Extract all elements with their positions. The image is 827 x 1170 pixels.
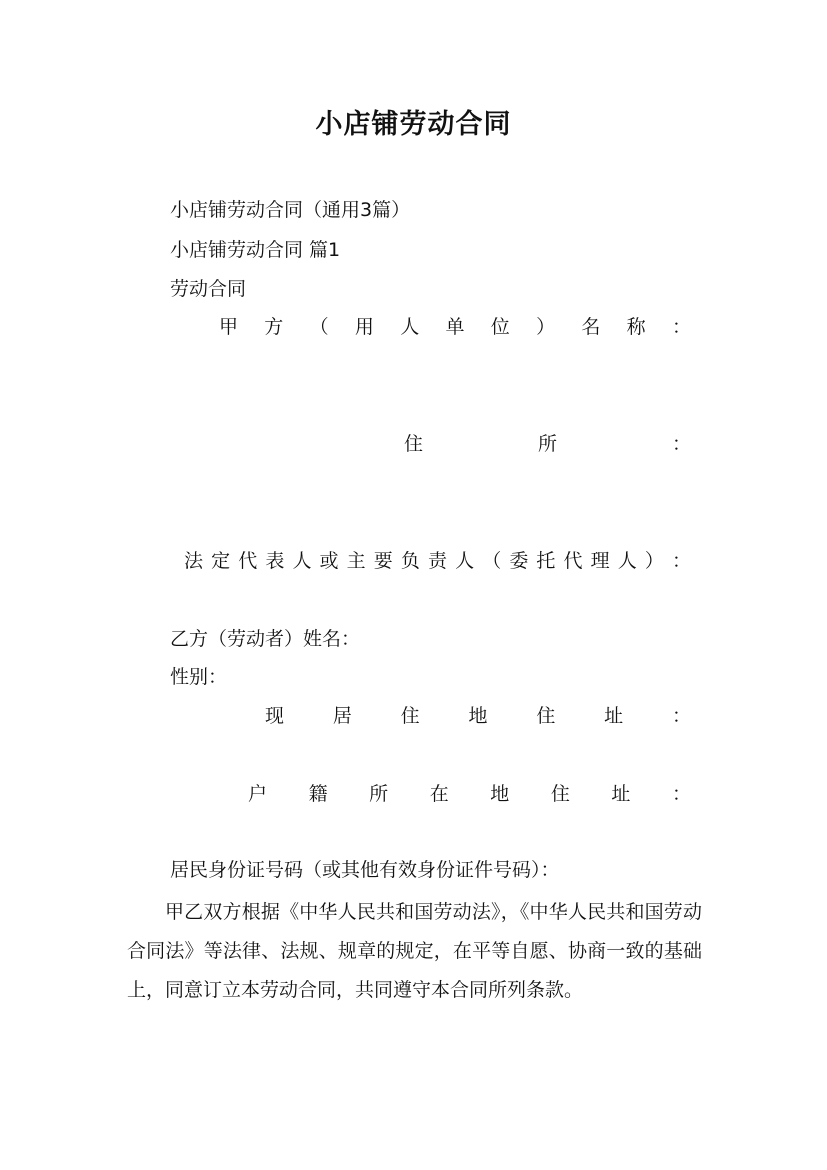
char: ： [671, 705, 691, 727]
char: 户 [248, 783, 268, 805]
char: 居 [332, 705, 352, 727]
char: ： [671, 550, 691, 572]
char: ： [671, 783, 691, 805]
document-subtitle: 小店铺劳动合同（通用3篇） [170, 199, 411, 221]
char: 单 [445, 316, 465, 338]
char: 代 [563, 550, 583, 572]
char: （ [309, 316, 329, 338]
char: 负 [400, 550, 420, 572]
char: 称 [626, 316, 646, 338]
char: ） [644, 550, 664, 572]
char: 人 [455, 550, 475, 572]
party-b-name: 乙方（劳动者）姓名： [170, 628, 361, 650]
char: 或 [319, 550, 339, 572]
char: 主 [346, 550, 366, 572]
char: 住 [400, 705, 420, 727]
char: 址 [604, 705, 624, 727]
char: 地 [468, 705, 488, 727]
char: 用 [354, 316, 374, 338]
char: 籍 [308, 783, 328, 805]
char: 所 [369, 783, 389, 805]
char: 代 [238, 550, 258, 572]
char: 托 [536, 550, 556, 572]
char: 人 [617, 550, 637, 572]
char: 要 [373, 550, 393, 572]
char: 表 [265, 550, 285, 572]
char: 地 [490, 783, 510, 805]
char: 责 [427, 550, 447, 572]
char: 人 [292, 550, 312, 572]
char: 住 [550, 783, 570, 805]
legal-representative-line [184, 548, 691, 574]
char: 人 [400, 316, 420, 338]
char: 委 [509, 550, 529, 572]
contract-label: 劳动合同 [170, 278, 247, 300]
preamble-paragraph: 甲乙双方根据《中华人民共和国劳动法》，《中华人民共和国劳动合同法》等法律、法规、规章的规定，在平等自愿、协商一致的基础上，同意订立本劳动合同，共同遵守本合同所列条款。 [127, 901, 702, 1001]
char: ） [536, 316, 556, 338]
char: 现 [265, 705, 285, 727]
char: 法 [184, 550, 204, 572]
char: 位 [490, 316, 510, 338]
party-a-name-line [219, 314, 691, 340]
char: 所 [537, 433, 557, 455]
char: 甲 [219, 316, 239, 338]
section-heading: 小店铺劳动合同 篇1 [170, 239, 341, 261]
char: 在 [429, 783, 449, 805]
char: 住 [404, 433, 424, 455]
char: （ [482, 550, 502, 572]
id-number-label: 居民身份证号码（或其他有效身份证件号码）： [170, 859, 560, 881]
char: 方 [264, 316, 284, 338]
household-address-line [248, 781, 691, 807]
char: 名 [581, 316, 601, 338]
current-address-line [265, 703, 691, 729]
char: ： [671, 433, 691, 455]
char: ： [671, 316, 691, 338]
gender-label: 性别： [170, 666, 228, 688]
document-title: 小店铺劳动合同 [315, 109, 512, 140]
char: 址 [611, 783, 631, 805]
char: 理 [590, 550, 610, 572]
party-a-address-line [404, 431, 691, 457]
char: 住 [536, 705, 556, 727]
char: 定 [211, 550, 231, 572]
